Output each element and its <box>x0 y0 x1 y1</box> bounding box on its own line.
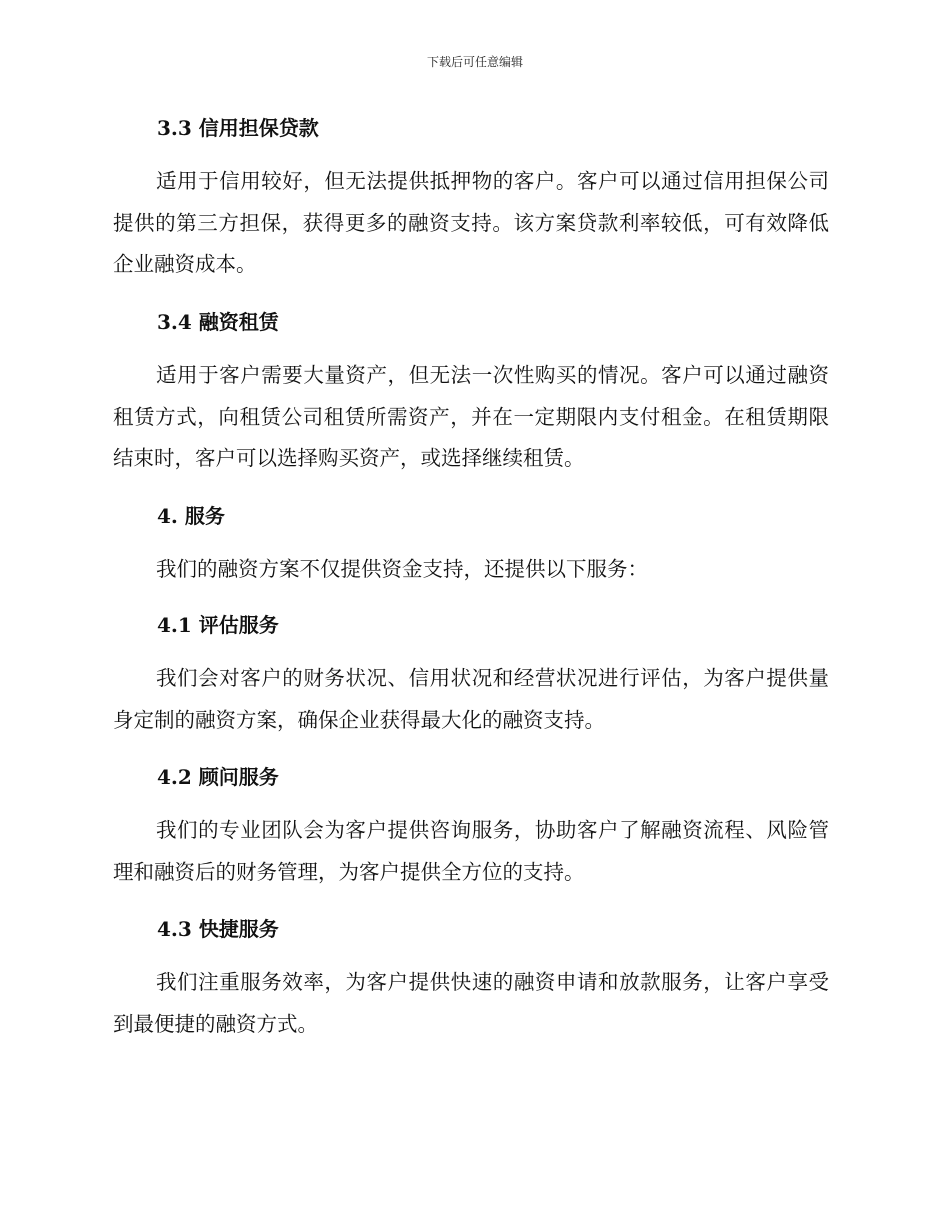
body-paragraph: 我们会对客户的财务状况、信用状况和经营状况进行评估，为客户提供量身定制的融资方案，确保企业获得最大化的融资支持。 <box>113 666 829 732</box>
section-heading: 4.1 评估服务 <box>157 613 279 637</box>
body-paragraph: 适用于客户需要大量资产，但无法一次性购买的情况。客户可以通过融资租赁方式，向租赁公司租赁所需资产，并在一定期限内支付租金。在租赁期限结束时，客户可以选择购买资产，或选择继续租赁。 <box>113 363 829 470</box>
section-heading: 3.3 信用担保贷款 <box>157 116 319 140</box>
section-heading: 4. 服务 <box>157 504 225 528</box>
section-heading: 3.4 融资租赁 <box>157 310 279 334</box>
section-heading: 4.2 顾问服务 <box>157 765 279 789</box>
body-paragraph: 我们的专业团队会为客户提供咨询服务，协助客户了解融资流程、风险管理和融资后的财务管理，为客户提供全方位的支持。 <box>113 818 829 884</box>
section-heading: 4.3 快捷服务 <box>157 917 279 941</box>
body-paragraph: 适用于信用较好，但无法提供抵押物的客户。客户可以通过信用担保公司提供的第三方担保，获得更多的融资支持。该方案贷款利率较低，可有效降低企业融资成本。 <box>113 169 829 276</box>
body-paragraph: 我们的融资方案不仅提供资金支持，还提供以下服务： <box>156 557 648 581</box>
page-header: 下载后可任意编辑 <box>426 55 523 69</box>
body-paragraph: 我们注重服务效率，为客户提供快速的融资申请和放款服务，让客户享受到最便捷的融资方式。 <box>113 970 829 1036</box>
